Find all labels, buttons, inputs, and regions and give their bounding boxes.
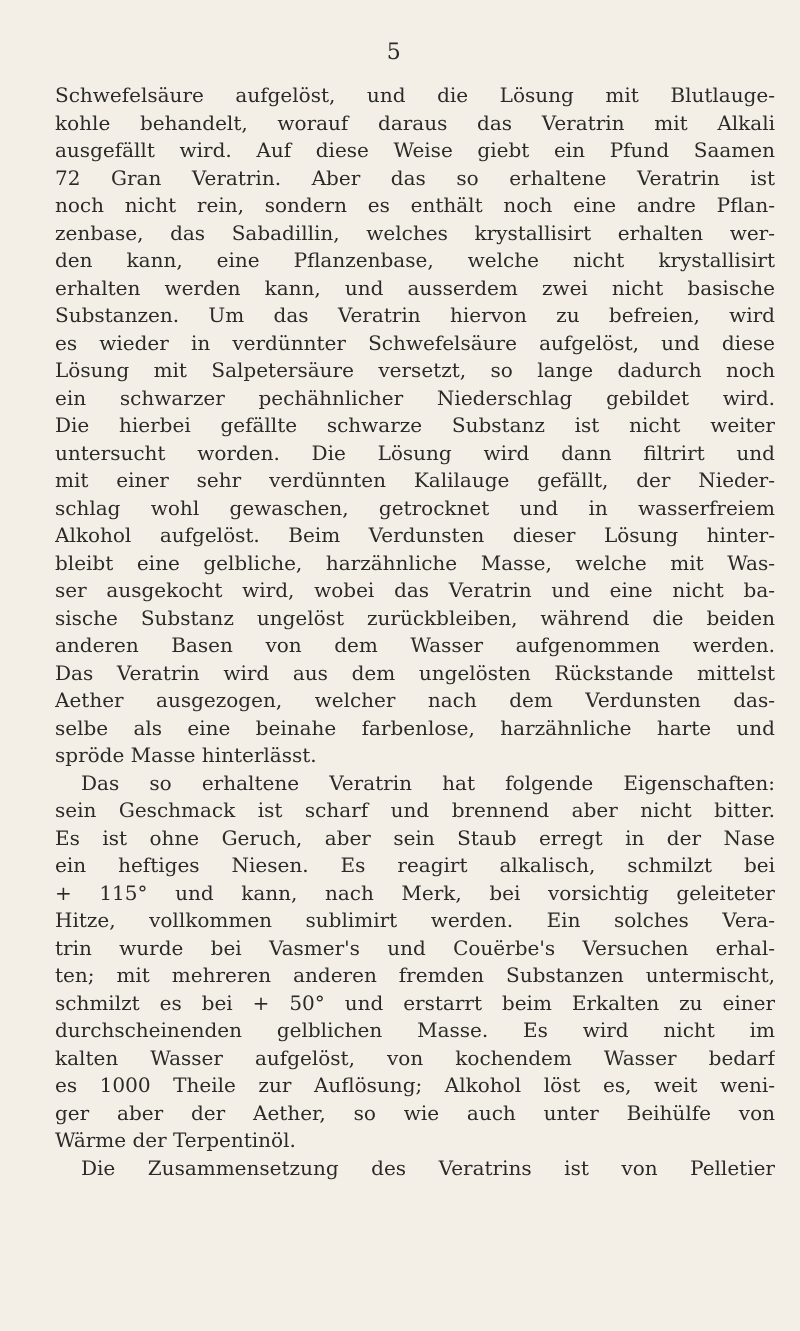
- text-line: Lösung mit Salpetersäure versetzt, so lange dadurch noch: [55, 358, 775, 382]
- text-line: spröde Masse hinterlässt.: [55, 743, 317, 767]
- text-line: untersucht worden. Die Lösung wird dann filtrirt und: [55, 440, 775, 465]
- text-line: 72 Gran Veratrin. Aber das so erhaltene Veratrin ist: [55, 165, 775, 190]
- text-line: sische Substanz ungelöst zurückbleiben, während die beiden: [55, 605, 775, 630]
- text-line: kohle behandelt, worauf daraus das Veratrin mit Alkali: [55, 110, 775, 135]
- text-line: Es ist ohne Geruch, aber sein Staub erregt in der Nase: [55, 825, 775, 850]
- text-line: ein schwarzer pechähnlicher Niederschlag gebildet wird.: [55, 385, 775, 410]
- text-line: bleibt eine gelbliche, harzähnliche Masse, welche mit Was-: [55, 550, 775, 575]
- text-line: + 115° und kann, nach Merk, bei vorsichtig geleiteter: [55, 880, 775, 905]
- text-line: ger aber der Aether, so wie auch unter Beihülfe von: [55, 1100, 775, 1125]
- text-line: trin wurde bei Vasmer's und Couërbe's Versuchen erhal-: [55, 935, 775, 960]
- text-line: Substanzen. Um das Veratrin hiervon zu befreien, wird: [55, 303, 775, 327]
- text-line: durchscheinenden gelblichen Masse. Es wird nicht im: [55, 1018, 775, 1042]
- text-line: schlag wohl gewaschen, getrocknet und in wasserfreiem: [55, 495, 775, 520]
- text-line: schmilzt es bei + 50° und erstarrt beim Erkalten zu einer: [55, 990, 775, 1015]
- text-line: noch nicht rein, sondern es enthält noch eine andre Pflan-: [55, 193, 775, 217]
- text-line: ausgefällt wird. Auf diese Weise giebt ein Pfund Saamen: [55, 138, 775, 162]
- text-line: ten; mit mehreren anderen fremden Substanzen untermischt,: [55, 963, 775, 987]
- text-line: es wieder in verdünnter Schwefelsäure aufgelöst, und diese: [55, 330, 775, 355]
- text-line: es 1000 Theile zur Auflösung; Alkohol löst es, weit weni-: [55, 1073, 775, 1097]
- text-line: mit einer sehr verdünnten Kalilauge gefällt, der Nieder-: [55, 468, 775, 492]
- text-line: Das Veratrin wird aus dem ungelösten Rückstande mittelst: [55, 660, 775, 685]
- text-line: kalten Wasser aufgelöst, von kochendem Wasser bedarf: [55, 1045, 775, 1070]
- text-line: selbe als eine beinahe farbenlose, harzähnliche harte und: [55, 715, 775, 740]
- text-line: zenbase, das Sabadillin, welches krystallisirt erhalten wer-: [55, 220, 775, 245]
- text-line: Schwefelsäure aufgelöst, und die Lösung mit Blutlauge-: [55, 83, 775, 107]
- text-line: Aether ausgezogen, welcher nach dem Verdunsten das-: [55, 688, 775, 712]
- text-line: sein Geschmack ist scharf und brennend aber nicht bitter.: [55, 798, 775, 822]
- text-line: den kann, eine Pflanzenbase, welche nicht krystallisirt: [55, 248, 775, 272]
- page-number: 5: [386, 40, 402, 65]
- text-line: Die hierbei gefällte schwarze Substanz ist nicht weiter: [55, 413, 775, 437]
- text-line: Alkohol aufgelöst. Beim Verdunsten dieser Lösung hinter-: [55, 523, 775, 547]
- text-line: Die Zusammensetzung des Veratrins ist von Pelletier: [81, 1155, 775, 1180]
- text-line: ser ausgekocht wird, wobei das Veratrin und eine nicht ba-: [55, 578, 775, 602]
- body-text: [55, 82, 775, 1182]
- text-line: anderen Basen von dem Wasser aufgenommen werden.: [55, 633, 775, 657]
- text-line: Wärme der Terpentinöl.: [55, 1128, 296, 1152]
- text-line: Das so erhaltene Veratrin hat folgende Eigenschaften:: [81, 770, 775, 795]
- text-line: Hitze, vollkommen sublimirt werden. Ein solches Vera-: [55, 908, 775, 932]
- text-line: ein heftiges Niesen. Es reagirt alkalisch, schmilzt bei: [55, 853, 775, 877]
- text-line: erhalten werden kann, und ausserdem zwei nicht basische: [55, 275, 775, 300]
